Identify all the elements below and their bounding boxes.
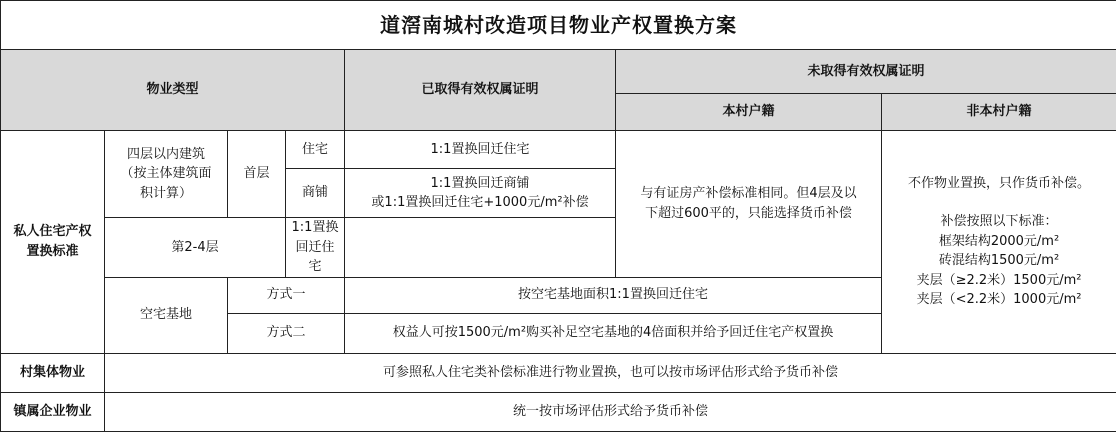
local-rule-line2: 下超过600平的，只能选择货币补偿: [620, 204, 877, 224]
residence-rule-cell: 1:1置换回迁住宅: [345, 131, 616, 169]
nonlocal-line1: 不作物业置换，只作货币补偿。: [886, 174, 1112, 194]
header-local-household: 本村户籍: [616, 94, 882, 131]
method1-rule-cell: 按空宅基地面积1:1置换回迁住宅: [345, 277, 882, 313]
header-nonlocal-household: 非本村户籍: [882, 94, 1116, 131]
nonlocal-line2: 补偿按照以下标准：: [886, 212, 1112, 232]
under4-line3: 积计算）: [109, 184, 223, 204]
method2-rule-cell: 权益人可按1500元/m²购买补足空宅基地的4倍面积并给予回迁住宅产权置换: [345, 313, 882, 353]
private-label-line2: 置换标准: [5, 242, 100, 262]
shop-rule-line1: 1:1置换回迁商铺: [349, 174, 611, 194]
town-enterprise-label: 镇属企业物业: [1, 392, 105, 431]
town-enterprise-rule: 统一按市场评估形式给予货币补偿: [105, 392, 1116, 431]
ground-floor-cell: 首层: [228, 131, 286, 218]
under4-line2: （按主体建筑面: [109, 164, 223, 184]
local-rule-line1: 与有证房产补偿标准相同。但4层及以: [620, 184, 877, 204]
shop-rule-cell: [345, 169, 616, 218]
shop-cell: 商铺: [286, 169, 345, 218]
floors-2-4-rule-cell: 1:1置换回迁住宅: [286, 218, 345, 278]
village-collective-rule: 可参照私人住宅类补偿标准进行物业置换，也可以按市场评估形式给予货币补偿: [105, 353, 1116, 392]
residence-cell: 住宅: [286, 131, 345, 169]
header-with-cert: 已取得有效权属证明: [345, 50, 616, 131]
nonlocal-spacer: [886, 193, 1112, 212]
page-title: 道滘南城村改造项目物业产权置换方案: [1, 1, 1116, 50]
private-label-line1: 私人住宅产权: [5, 222, 100, 242]
nonlocal-line3: 框架结构2000元/m²: [886, 232, 1112, 252]
method2-cell: 方式二: [228, 313, 345, 353]
nonlocal-household-rule-cell: [882, 131, 1116, 354]
local-household-rule-cell: [616, 131, 882, 278]
nonlocal-line5: 夹层（≥2.2米）1500元/m²: [886, 271, 1112, 291]
method1-cell: 方式一: [228, 277, 345, 313]
floors-2-4-cell: 第2-4层: [105, 218, 286, 278]
under-four-floors-cell: [105, 131, 228, 218]
nonlocal-line6: 夹层（<2.2米）1000元/m²: [886, 290, 1112, 310]
shop-rule-line2: 或1:1置换回迁住宅+1000元/m²补偿: [349, 193, 611, 213]
village-collective-label: 村集体物业: [1, 353, 105, 392]
under4-line1: 四层以内建筑: [109, 145, 223, 165]
vacant-land-cell: 空宅基地: [105, 277, 228, 353]
header-without-cert: 未取得有效权属证明: [616, 50, 1116, 94]
nonlocal-line4: 砖混结构1500元/m²: [886, 251, 1112, 271]
private-residence-label: [1, 131, 105, 354]
header-property-type: 物业类型: [1, 50, 345, 131]
